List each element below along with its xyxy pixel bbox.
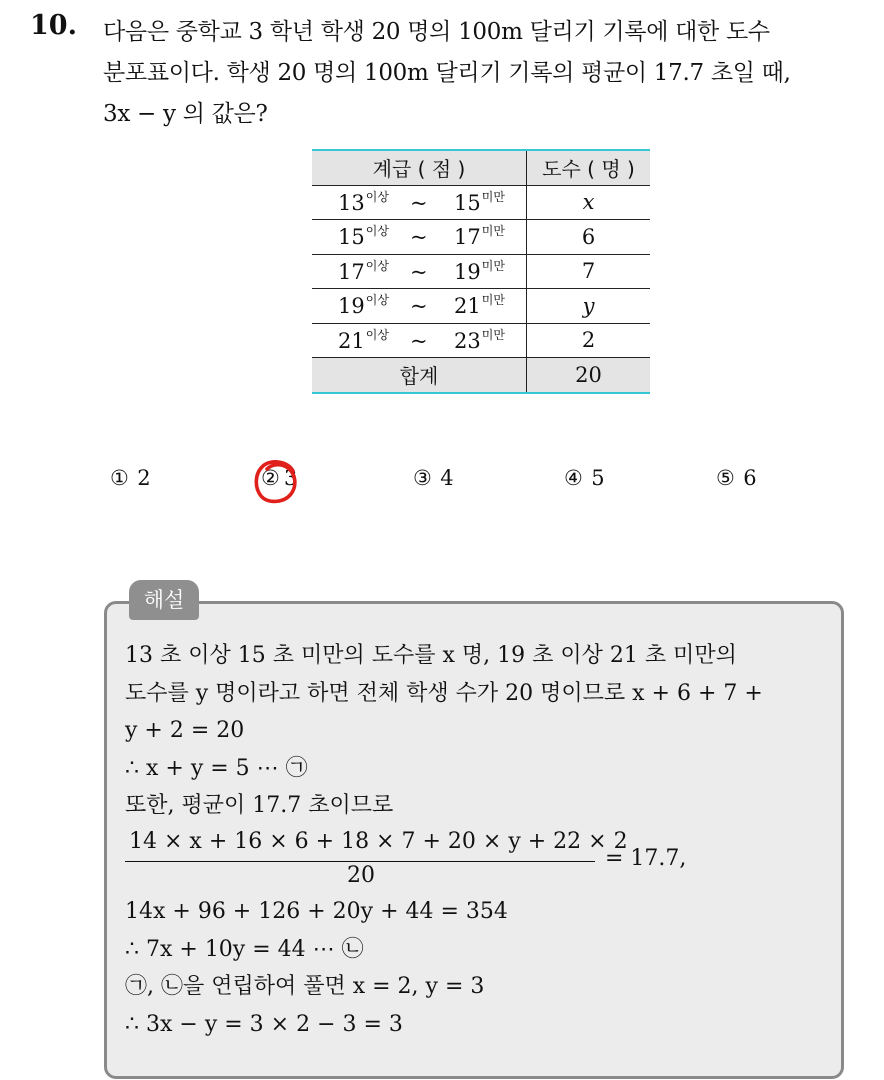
choice-4[interactable]	[564, 466, 605, 490]
table-header-row	[312, 150, 650, 185]
fraction-denominator: 20	[347, 863, 375, 888]
class-lower: $13^{이상}$	[338, 189, 389, 215]
class-lower: $19^{이상}$	[338, 293, 389, 318]
tilde: ~	[410, 328, 428, 353]
tilde: ~	[410, 294, 428, 318]
frequency-cell: 6	[527, 220, 651, 255]
solution-tab: 해설	[129, 580, 199, 620]
frequency-cell: x	[527, 185, 651, 220]
frequency-table	[312, 149, 650, 394]
class-lower: $21^{이상}$	[338, 327, 389, 353]
question-line: 다음은 중학교 3 학년 학생 20 명의 100m 달리기 기록에 대한 도수	[103, 19, 770, 45]
tilde: ~	[410, 225, 428, 249]
tilde: ~	[410, 190, 428, 215]
answer-circle-mark	[253, 457, 299, 505]
choice-3[interactable]	[413, 466, 454, 490]
class-lower: $17^{이상}$	[338, 258, 389, 284]
table-row	[312, 254, 650, 289]
solution-line: ∴ 7x + 10y = 44 ⋯ ㉡	[125, 936, 364, 962]
choice-value: 5	[591, 466, 605, 490]
choice-symbol: ②	[261, 466, 280, 490]
class-upper: $19^{미만}$	[454, 258, 505, 284]
solution-line: ∴ 3x − y = 3 × 2 − 3 = 3	[125, 1011, 403, 1037]
solution-line: 도수를 y 명이라고 하면 전체 학생 수가 20 명이므로 x + 6 + 7 +	[125, 680, 763, 706]
question-text	[103, 12, 873, 135]
class-upper: $23^{미만}$	[454, 327, 505, 353]
solution-line: y + 2 = 20	[125, 718, 245, 743]
class-upper: $17^{미만}$	[454, 224, 505, 249]
total-value: 20	[527, 358, 651, 393]
class-header: 계급 ( 점 )	[372, 157, 466, 182]
question-number: 10.	[30, 10, 77, 41]
class-interval	[312, 289, 527, 324]
choice-5[interactable]	[716, 466, 757, 490]
table-row	[312, 220, 650, 255]
choice-symbol: ①	[110, 466, 129, 490]
solution-line: 14x + 96 + 126 + 20y + 44 = 354	[125, 899, 508, 924]
frequency-cell: 2	[527, 323, 651, 358]
solution-line: ㉠, ㉡을 연립하여 풀면 x = 2, y = 3	[125, 974, 485, 999]
table-total-row	[312, 358, 650, 393]
answer-choices	[0, 466, 884, 500]
frequency-header: 도수 ( 명 )	[527, 150, 651, 185]
class-interval	[312, 185, 527, 220]
fraction-numerator: 14 × x + 16 × 6 + 18 × 7 + 20 × y + 22 × 2	[129, 829, 628, 854]
choice-1[interactable]	[110, 466, 151, 490]
choice-value: 2	[137, 466, 151, 490]
solution-line: 또한, 평균이 17.7 초이므로	[125, 793, 394, 818]
choice-value: 3	[284, 466, 298, 490]
choice-value: 6	[743, 466, 757, 490]
solution-line: ∴ x + y = 5 ⋯ ㉠	[125, 755, 308, 781]
frequency-cell: 7	[527, 254, 651, 289]
question-line: 분포표이다. 학생 20 명의 100m 달리기 기록의 평균이 17.7 초일 때,	[103, 60, 791, 86]
solution-text	[125, 637, 763, 825]
total-label: 합계	[399, 364, 439, 389]
solution-line: 13 초 이상 15 초 미만의 도수를 x 명, 19 초 이상 21 초 미만의	[125, 643, 737, 668]
table-row	[312, 289, 650, 324]
choice-value: 4	[440, 466, 454, 490]
table-row	[312, 185, 650, 220]
class-upper: $21^{미만}$	[454, 293, 505, 318]
class-interval	[312, 220, 527, 255]
choice-symbol: ⑤	[716, 466, 735, 490]
class-interval	[312, 254, 527, 289]
fraction-bar	[125, 861, 595, 862]
class-interval	[312, 323, 527, 358]
question-line: 3x − y 의 값은?	[103, 101, 268, 127]
frequency-cell: y	[527, 289, 651, 324]
class-lower: $15^{이상}$	[338, 224, 389, 249]
solution-text-continued	[125, 893, 508, 1043]
tilde: ~	[410, 259, 428, 284]
fraction-result: = 17.7,	[605, 846, 687, 871]
class-upper: $15^{미만}$	[454, 189, 505, 215]
choice-symbol: ③	[413, 466, 432, 490]
choice-symbol: ④	[564, 466, 583, 490]
table-row	[312, 323, 650, 358]
